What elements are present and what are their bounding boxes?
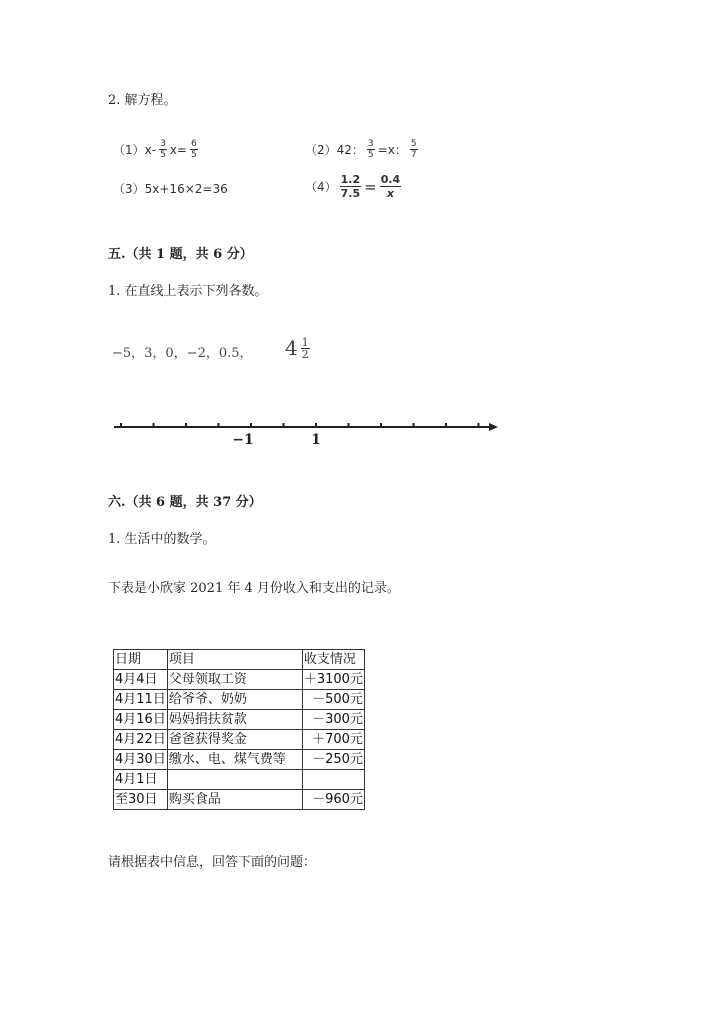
section-5-question-1-title: 1. 在直线上表示下列各数。 (108, 284, 268, 299)
section-6-question-1-title: 1. 生活中的数学。 (108, 532, 216, 547)
table-cell-amount: ＋3100元 (302, 670, 364, 690)
table-row (114, 670, 365, 690)
table-cell-item: 父母领取工资 (167, 670, 302, 690)
table-cell-amount: －500元 (302, 690, 364, 710)
table-header-row (114, 650, 365, 670)
equation-4-label: （4） (305, 180, 337, 194)
table-header-date: 日期 (114, 650, 168, 670)
number-line (110, 412, 510, 452)
question-prompt: 请根据表中信息，回答下面的问题： (108, 855, 317, 870)
table-row (114, 770, 365, 790)
equation-2-pre: 42： (336, 143, 364, 157)
table-cell-item: 爸爸获得奖金 (167, 730, 302, 750)
mixed-number (285, 336, 313, 360)
table-cell-date: 4月11日 (114, 690, 168, 710)
table-row (114, 690, 365, 710)
equation-2 (305, 139, 421, 160)
table-cell-item: 给爷爷、奶奶 (167, 690, 302, 710)
table-cell-amount: ＋700元 (302, 730, 364, 750)
number-line-arrow (489, 423, 498, 431)
table-header-amount: 收支情况 (302, 650, 364, 670)
equation-4-mid: = (364, 177, 377, 196)
fraction: $\frac{6}{5}$ (190, 139, 197, 160)
table-cell-item: 购买食品 (167, 790, 302, 810)
table-row (114, 710, 365, 730)
fraction: $\frac{3}{5}$ (160, 139, 166, 160)
table-header-item: 项目 (167, 650, 302, 670)
equation-3 (113, 180, 228, 197)
table-row (114, 790, 365, 810)
mixed-number-fraction: $\frac{1}{2}$ (301, 335, 309, 361)
table-cell-date: 4月22日 (114, 730, 168, 750)
table-cell-amount: －960元 (302, 790, 364, 810)
equation-2-label: （2） (305, 143, 337, 157)
table-intro: 下表是小欣家 2021 年 4 月份收入和支出的记录。 (108, 581, 400, 596)
table-cell-date: 4月16日 (114, 710, 168, 730)
equation-1-label: （1） (113, 143, 145, 157)
table-cell-amount: －300元 (302, 710, 364, 730)
equation-3-label: （3） (113, 182, 145, 196)
equation-3-text: 5x+16×2=36 (144, 181, 228, 196)
table-cell-date: 4月30日 (114, 750, 168, 770)
fraction: $\frac{1.2}{7.5}$ (340, 173, 361, 200)
numbers-list: −5，3，0，−2，0.5， (112, 346, 253, 361)
section-6-heading: 六.（共 6 题，共 37 分） (108, 495, 262, 510)
table-cell-date: 4月4日 (114, 670, 168, 690)
fraction: $\frac{0.4}{x}$ (380, 173, 401, 200)
table-cell-item: 妈妈捐扶贫款 (167, 710, 302, 730)
table-cell-amount (302, 770, 364, 790)
income-expense-table (113, 649, 365, 810)
table-cell-item (167, 770, 302, 790)
fraction: $\frac{3}{5}$ (367, 139, 374, 160)
equation-4 (305, 173, 404, 200)
table-cell-item: 缴水、电、煤气费等 (167, 750, 302, 770)
table-row (114, 730, 365, 750)
equation-2-mid: =x： (377, 143, 407, 157)
question-2-title: 2. 解方程。 (108, 93, 177, 108)
equation-1 (113, 139, 201, 160)
table-row (114, 750, 365, 770)
table-cell-date: 4月1日 (114, 770, 168, 790)
fraction: $\frac{5}{7}$ (410, 139, 417, 160)
axis-label-1: 1 (311, 432, 321, 448)
equation-1-mid: x= (169, 142, 187, 157)
mixed-number-whole: 4 (285, 336, 298, 360)
axis-label-minus-1: −1 (232, 432, 254, 448)
section-5-heading: 五.（共 1 题，共 6 分） (108, 247, 253, 262)
table-cell-amount: －250元 (302, 750, 364, 770)
equation-1-pre: x- (144, 142, 157, 157)
table-cell-date: 至30日 (114, 790, 168, 810)
